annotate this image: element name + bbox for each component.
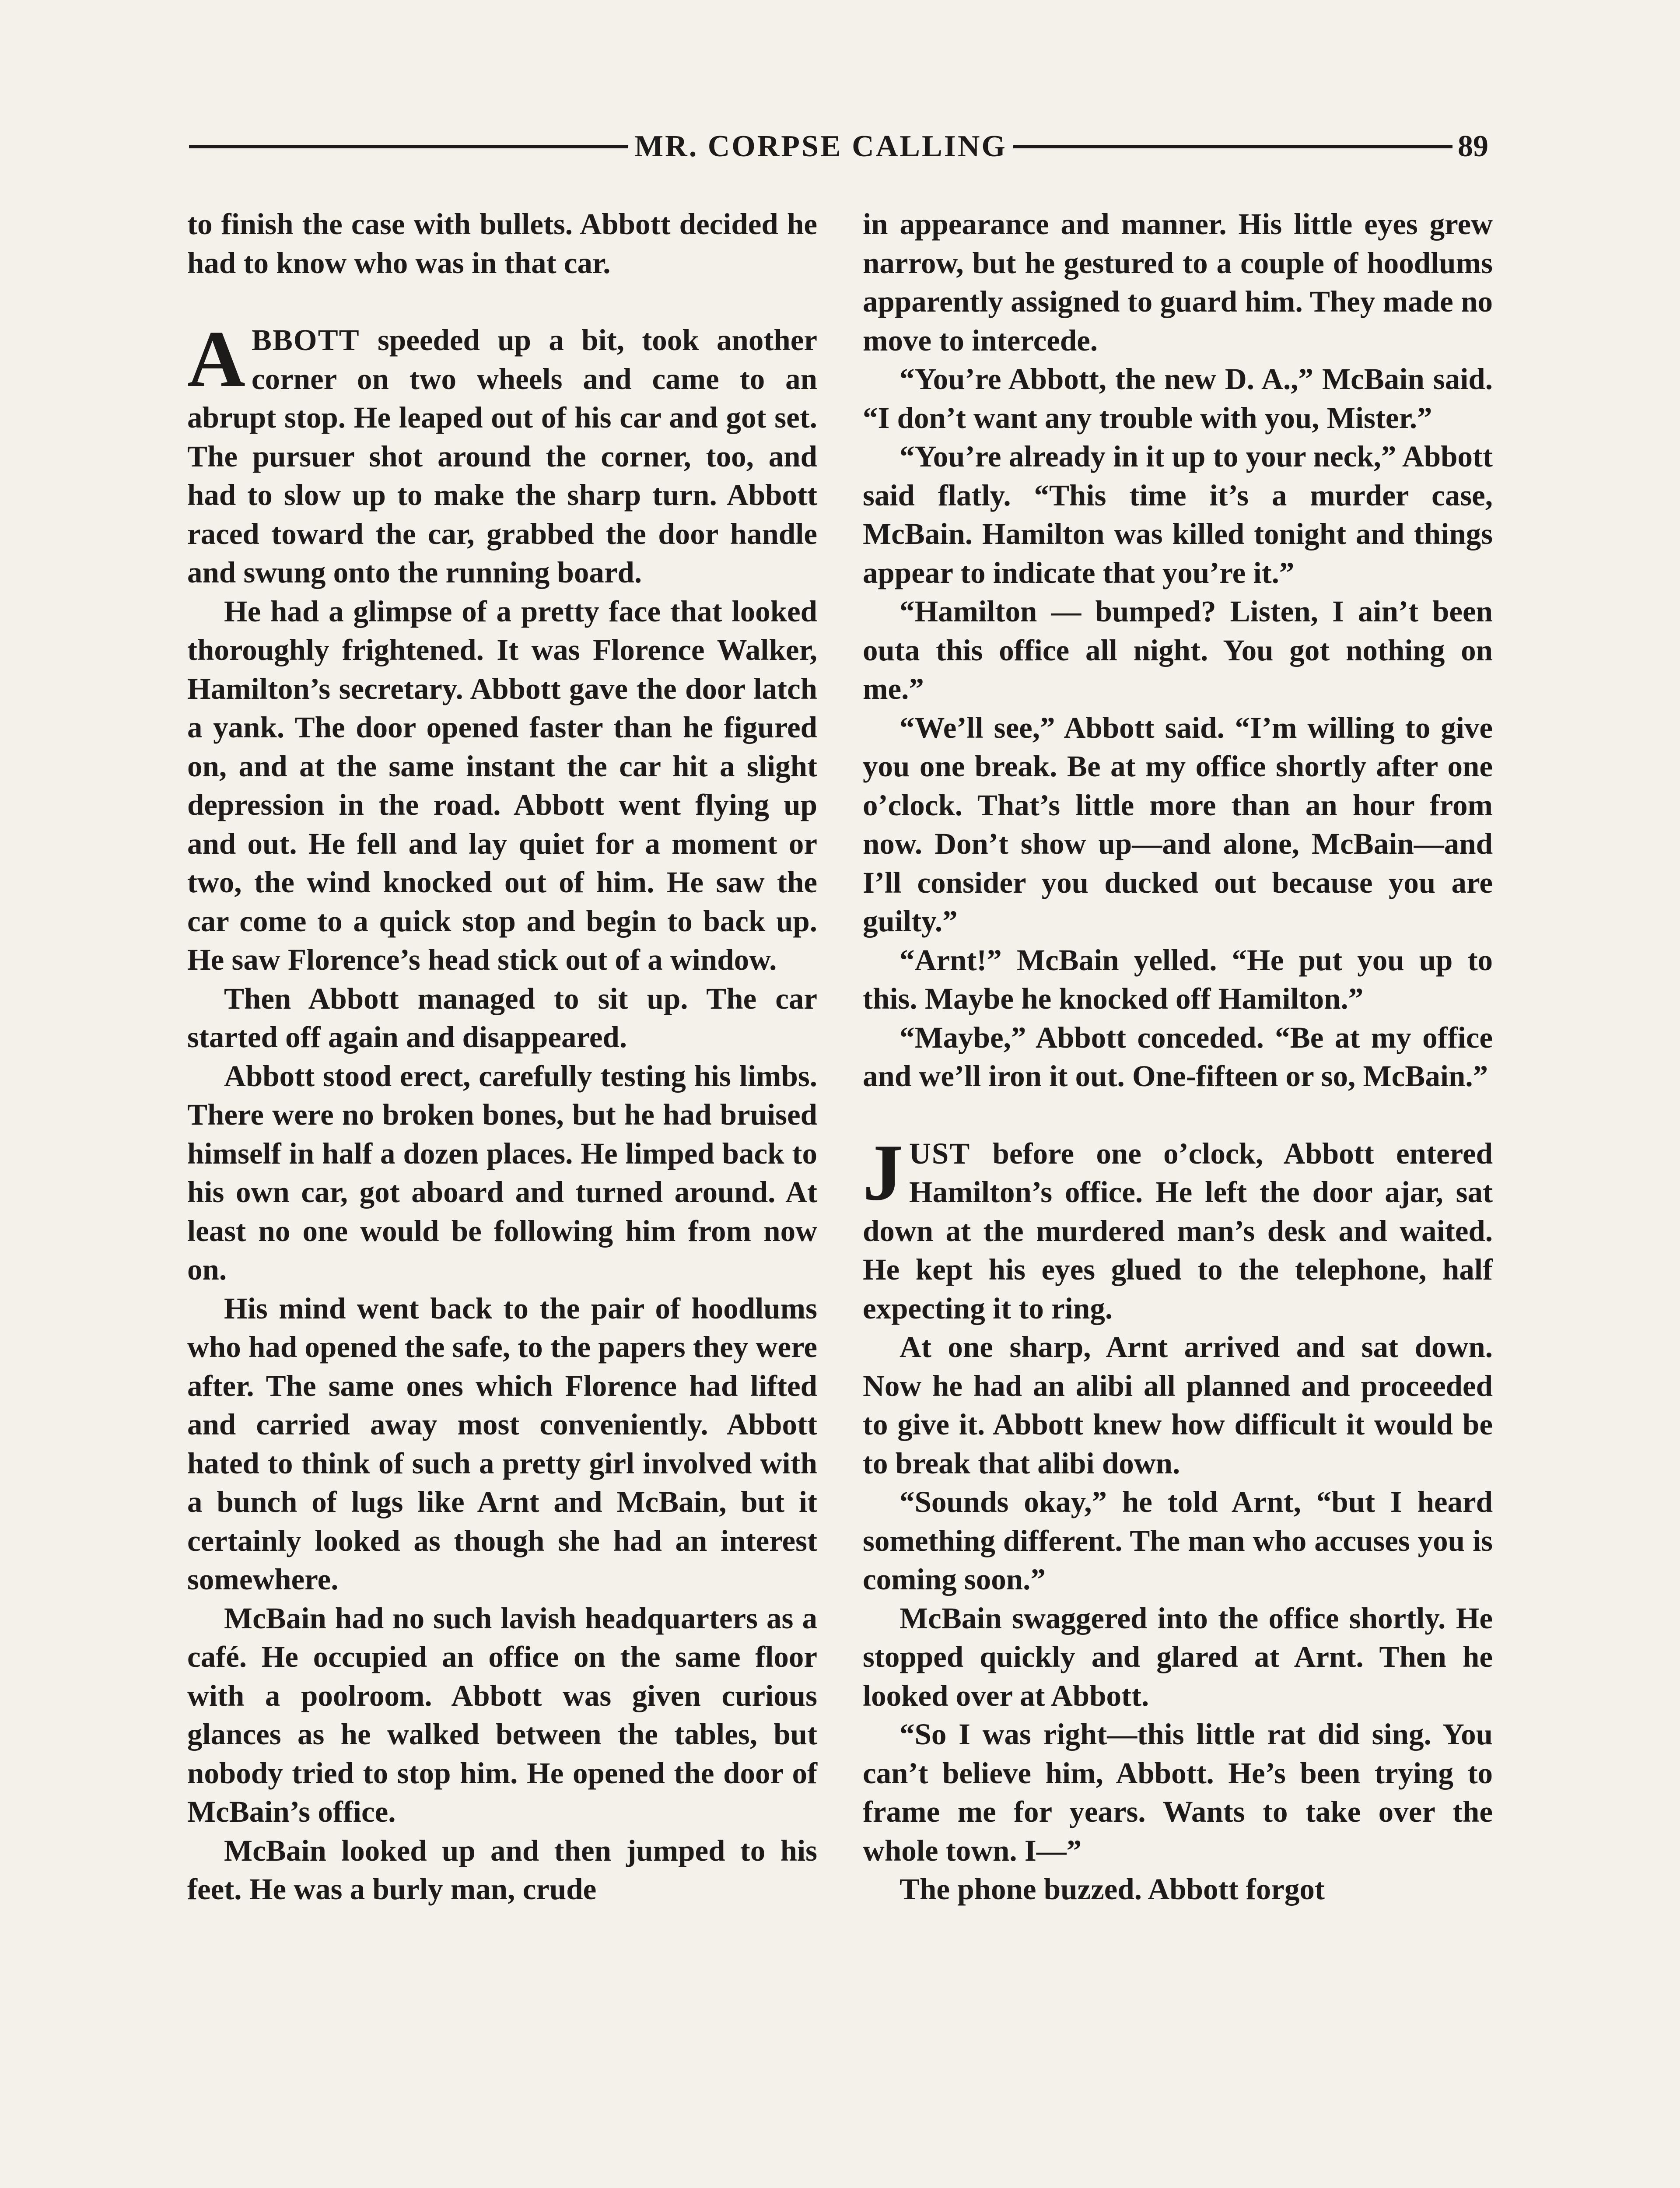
- paragraph: “Hamilton — bumped? Listen, I ain’t been outa this office all night. You got nothing on me.”: [863, 595, 1493, 705]
- paragraph: McBain had no such lavish headquarters as a café. He occupied an office on the same floor with a poolroom. Abbott was given curious glances as he walked between the tables, but nobody tried to stop him. He opened the door of McBain’s office.: [187, 1601, 817, 1828]
- paragraph: Abbott stood erect, carefully testing his limbs. There were no broken bones, but he had bruised himself in half a dozen places. He limped back to his own car, got aboard and turned around. At least no one would be following him from now on.: [187, 1059, 817, 1286]
- paragraph: Then Abbott managed to sit up. The car started off again and disappeared.: [187, 982, 817, 1054]
- paragraph: “Arnt!” McBain yelled. “He put you up to this. Maybe he knocked off Hamilton.”: [863, 943, 1493, 1015]
- paragraph: He had a glimpse of a pretty face that looked thoroughly frightened. It was Florence Walker, Hamilton’s secretary. Abbott gave the door latch a yank. The door opened faster than he figured on, and at the same instant the car hit a slight depression in the road. Abbott went flying up and out. He fell and lay quiet for a moment or two, the wind knocked out of him. He saw the car come to a quick stop and begin to back up. He saw Florence’s head stick out of a window.: [187, 594, 817, 976]
- section-opening-paragraph: [863, 1127, 1493, 1328]
- paragraph: At one sharp, Arnt arrived and sat down. Now he had an alibi all planned and proceeded to give it. Abbott knew how difficult it would be to break that alibi down.: [863, 1330, 1493, 1480]
- right-column: [863, 205, 1493, 1909]
- drop-cap: A: [187, 314, 245, 403]
- paragraph: His mind went back to the pair of hoodlums who had opened the safe, to the papers they were after. The same ones which Florence had lifted and carried away most conveniently. Abbott hated to think of such a pretty girl involved with a bunch of lugs like Arnt and McBain, but it certainly looked as though she had an interest somewhere.: [187, 1291, 818, 1596]
- paragraph: “So I was right—this little rat did sing. You can’t believe him, Abbott. He’s been trying to frame me for years. Wants to take over the whole town. I—”: [863, 1718, 1493, 1867]
- page-number: 89: [1458, 130, 1488, 163]
- paragraph: “Sounds okay,” he told Arnt, “but I heard something different. The man who accuses you is coming soon.”: [863, 1485, 1493, 1596]
- paragraph: “You’re already in it up to your neck,” Abbott said flatly. “This time it’s a murder case, McBain. Hamilton was killed tonight and things appear to indicate that you’re it.”: [863, 440, 1493, 589]
- paragraph: to finish the case with bullets. Abbott decided he had to know who was in that car.: [187, 207, 817, 280]
- paragraph: The phone buzzed. Abbott forgot: [900, 1872, 1325, 1906]
- small-caps-lead: BBOTT: [251, 323, 360, 357]
- story-title: MR. CORPSE CALLING: [634, 130, 1007, 163]
- running-header: [189, 127, 1488, 166]
- left-column: [187, 205, 817, 1909]
- paragraph: McBain swaggered into the office shortly. He stopped quickly and glared at Arnt. Then he looked over at Abbott.: [863, 1601, 1493, 1712]
- paragraph: McBain looked up and then jumped to his feet. He was a burly man, crude: [187, 1834, 817, 1906]
- paragraph: in appearance and manner. His little eyes grew narrow, but he gestured to a couple of hoodlums apparently assigned to guard him. They made no move to intercede.: [863, 207, 1493, 357]
- paragraph: “We’ll see,” Abbott said. “I’m willing to give you one break. Be at my office shortly after one o’clock. That’s little more than an hour from now. Don’t show up—and alone, McBain—and I’ll consider you ducked out because you are guilty.”: [863, 711, 1493, 938]
- paragraph-text: speeded up a bit, took another corner on two wheels and came to an abrupt stop. He leaped out of his car and got set. The pursuer shot around the corner, too, and had to slow up to make the sharp turn. Abbott raced toward the car, grabbed the door handle and swung onto the running board.: [187, 323, 817, 589]
- small-caps-lead: UST: [909, 1136, 971, 1170]
- paragraph-text: before one o’clock, Abbott entered Hamilton’s office. He left the door ajar, sat down at the murdered man’s desk and waited. He kept his eyes glued to the telephone, half expecting it to ring.: [863, 1136, 1493, 1325]
- paragraph: “Maybe,” Abbott conceded. “Be at my office and we’ll iron it out. One-fifteen or so, McBain.”: [863, 1020, 1493, 1093]
- section-opening-paragraph: [187, 314, 817, 592]
- header-rule-right: [1013, 145, 1452, 148]
- drop-cap: J: [863, 1127, 903, 1217]
- paragraph: “You’re Abbott, the new D. A.,” McBain said. “I don’t want any trouble with you, Mister.”: [863, 362, 1493, 435]
- header-rule-left: [189, 145, 628, 148]
